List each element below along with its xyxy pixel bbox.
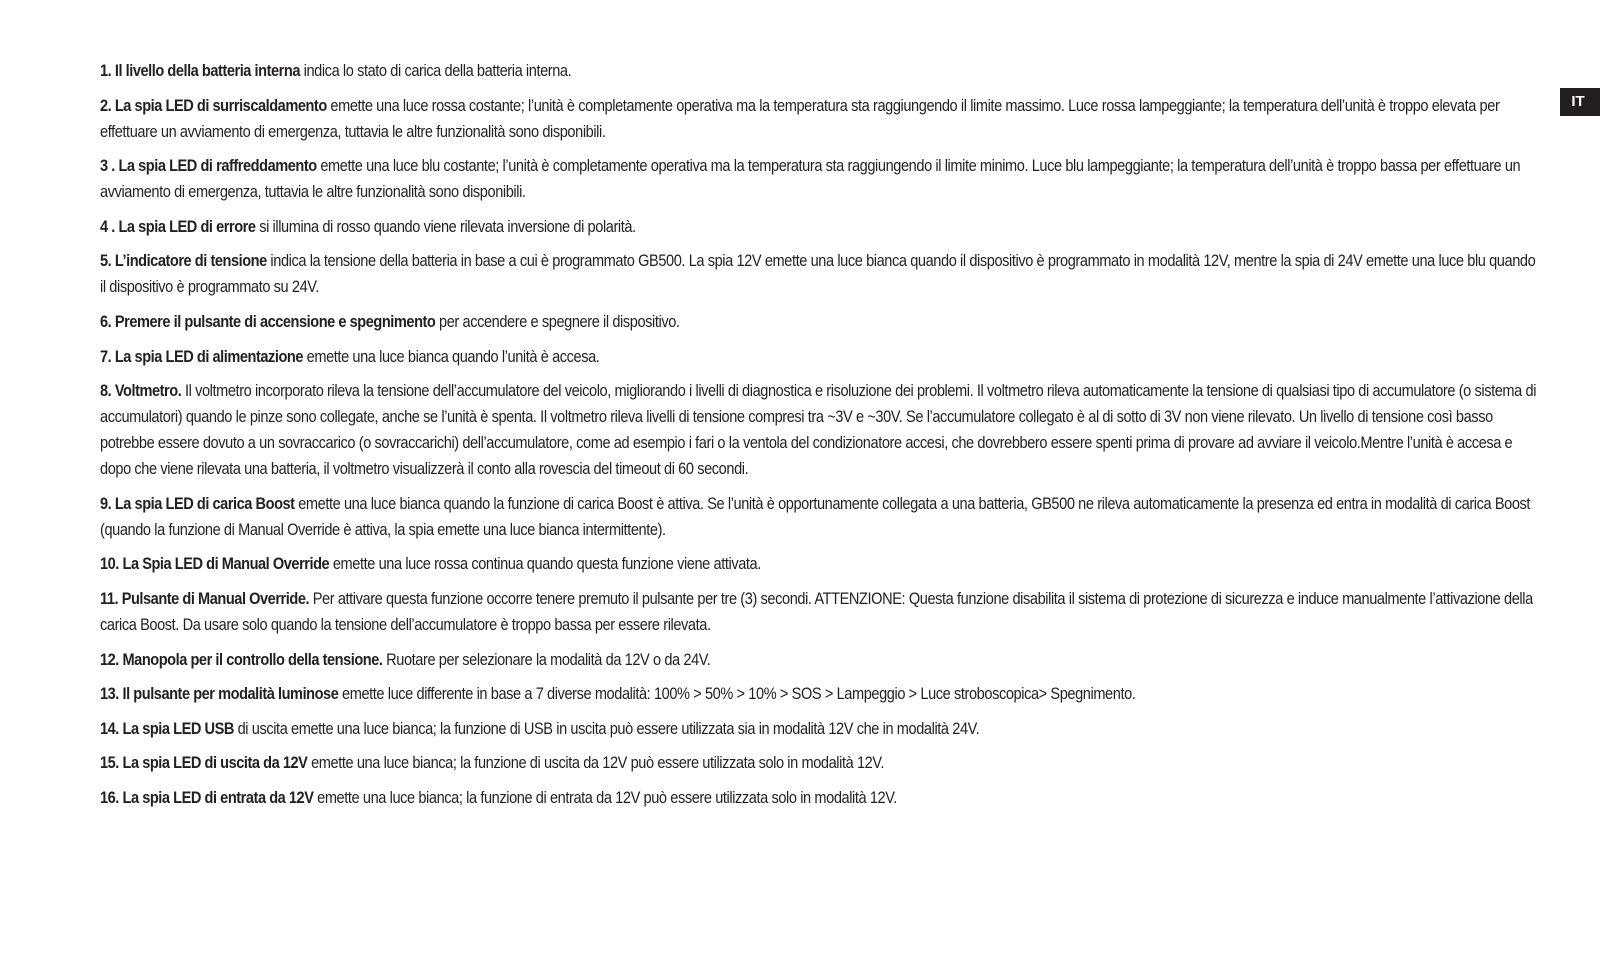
item-heading: 10. La Spia LED di Manual Override [100,555,330,574]
list-item [100,153,1540,205]
item-heading: 9. La spia LED di carica Boost [100,494,295,513]
item-text: emette una luce bianca; la funzione di entrata da 12V può essere utilizzata solo in modalità 12V. [313,788,897,807]
item-text: per accendere e spegnere il dispositivo. [435,312,680,331]
item-heading: 12. Manopola per il controllo della tensione. [100,650,383,669]
list-item [100,93,1540,145]
list-item [100,309,1540,335]
list-item [100,344,1540,370]
language-tab: IT [1560,88,1600,116]
list-item [100,586,1540,638]
item-text: emette una luce bianca quando la funzione di carica Boost è attiva. Se l’unità è opportunamente collegata a una batteria, GB500 ne rileva automaticamente la presenza ed entra in modalità di carica Boost (quando la funzione di Manual Override è attiva, la spia emette una luce bianca intermittente). [100,494,1531,539]
item-heading: 5. L’indicatore di tensione [100,252,267,271]
item-text: emette una luce blu costante; l’unità è completamente operativa ma la temperatura sta raggiungendo il limite minimo. Luce blu lampeggiante; la temperatura dell’unità è troppo bassa per effettuare un avviamento di emergenza, tuttavia le altre funzionalità sono disponibili. [100,157,1521,202]
item-heading: 11. Pulsante di Manual Override. [100,589,310,608]
list-item [100,378,1540,482]
item-heading: 1. Il livello della batteria interna [100,62,300,80]
list-item [100,214,1540,240]
item-heading: 2. La spia LED di surriscaldamento [100,96,327,115]
item-heading: 6. Premere il pulsante di accensione e spegnimento [100,312,436,331]
item-text: emette una luce bianca; la funzione di uscita da 12V può essere utilizzata solo in modalità 12V. [307,754,884,773]
list-item [100,785,1540,811]
list-item [100,248,1540,300]
list-item [100,58,1540,84]
item-heading: 4 . La spia LED di errore [100,217,256,236]
list-item [100,681,1540,707]
item-heading: 3 . La spia LED di raffreddamento [100,157,317,176]
item-text: emette una luce rossa costante; l’unità è completamente operativa ma la temperatura sta raggiungendo il limite massimo. Luce rossa lampeggiante; la temperatura dell’unità è troppo elevata per effettuare un avviamento di emergenza, tuttavia le altre funzionalità sono disponibili. [100,96,1500,141]
item-text: Per attivare questa funzione occorre tenere premuto il pulsante per tre (3) secondi. ATTENZIONE: Questa funzione disabilita il sistema di protezione di sicurezza e induce manualmente l’attivazione della carica Boost. Da usare solo quando la tensione dell’accumulatore è troppo bassa per essere rilevata. [100,589,1533,634]
list-item [100,647,1540,673]
item-text: indica la tensione della batteria in base a cui è programmato GB500. La spia 12V emette una luce bianca quando il dispositivo è programmato in modalità 12V, mentre la spia di 24V emette una luce blu quando il dispositivo è programmato su 24V. [100,252,1536,297]
instruction-list [100,58,1540,820]
item-text: si illumina di rosso quando viene rilevata inversione di polarità. [255,217,636,236]
item-text: di uscita emette una luce bianca; la funzione di USB in uscita può essere utilizzata sia in modalità 12V che in modalità 24V. [233,719,980,738]
item-text: emette una luce bianca quando l’unità è accesa. [303,347,600,366]
item-text: emette una luce rossa continua quando questa funzione viene attivata. [329,555,761,574]
item-heading: 8. Voltmetro. [100,382,182,401]
item-heading: 16. La spia LED di entrata da 12V [100,788,314,807]
item-text: Il voltmetro incorporato rileva la tensione dell’accumulatore del veicolo, migliorando i livelli di diagnostica e risoluzione dei problemi. Il voltmetro rileva automaticamente la tensione di qualsiasi tipo di accumulatore (o sistema di accumulatori) quando le pinze sono collegate, anche se l’unità è spenta. Il voltmetro rileva livelli di tensione compresi tra ~3V e ~30V. Se l’accumulatore collegato è al di sotto di 3V non viene rilevato. Un livello di tensione così basso potrebbe essere dovuto a un sovraccarico (o sovraccarichi) dell’accumulatore, come ad esempio i fari o la ventola del condizionatore accesi, che dovrebbero essere spenti prima di provare ad avviare il veicolo.Mentre l’unità è accesa e dopo che viene rilevata una batteria, il voltmetro visualizzerà il conto alla rovescia del timeout di 60 secondi. [100,382,1537,479]
list-item [100,491,1540,543]
item-text: Ruotare per selezionare la modalità da 12V o da 24V. [382,650,711,669]
list-item [100,716,1540,742]
item-heading: 13. Il pulsante per modalità luminose [100,685,339,704]
item-text: emette luce differente in base a 7 diverse modalità: 100% > 50% > 10% > SOS > Lampeggio > Luce stroboscopica> Spegnimento. [338,685,1136,704]
item-text: indica lo stato di carica della batteria interna. [299,62,572,80]
list-item [100,551,1540,577]
item-heading: 14. La spia LED USB [100,719,234,738]
item-heading: 15. La spia LED di uscita da 12V [100,754,308,773]
list-item [100,750,1540,776]
item-heading: 7. La spia LED di alimentazione [100,347,304,366]
